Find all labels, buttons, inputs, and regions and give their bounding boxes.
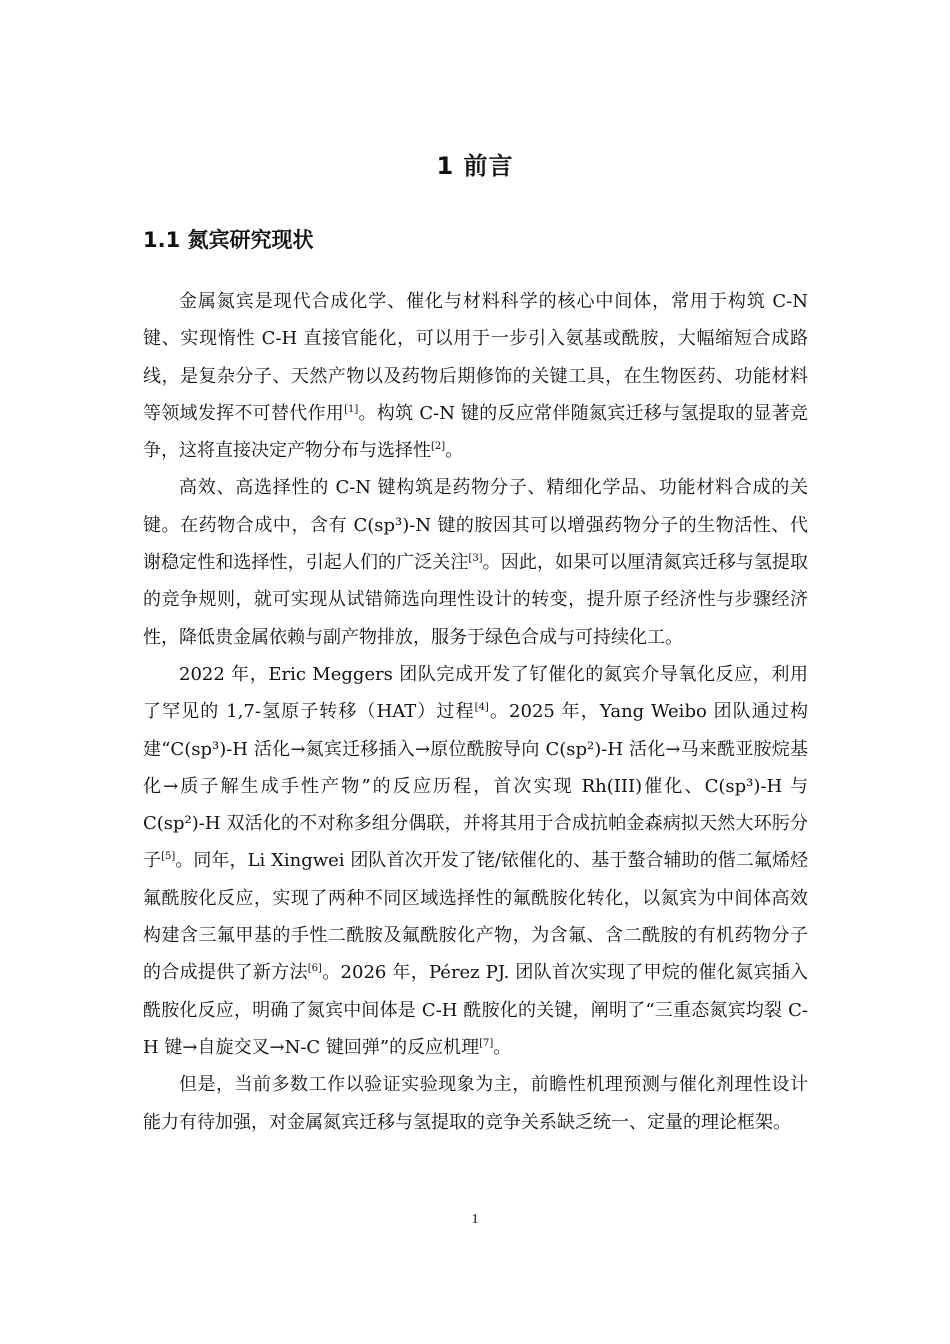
text-run: 。 [493,1036,512,1058]
chapter-title: 1 前言 [436,152,514,180]
citation-marker: [1] [344,403,359,415]
citation-marker: [7] [479,1037,494,1049]
body-text [143,283,808,1141]
text-run: 但是，当前多数工作以验证实验现象为主，前瞻性机理预测与催化剂理性设计能力有待加强，对金属氮宾迁移与氢提取的竞争关系缺乏统一、定量的理论框架。 [143,1074,808,1133]
body-paragraph [143,1066,808,1141]
citation-marker: [5] [161,851,176,863]
citation-marker: [2] [431,441,446,453]
text-run: 。同年，Li Xingwei 团队首次开发了铑/铱催化的、基于螯合辅助的偕二氟烯烃氟酰胺化反应，实现了两种不同区域选择性的氟酰胺化转化，以氮宾为中间体高效构建含三氟甲基的手性二酰胺及氟酰胺化产物，为含氟、含二酰胺的有机药物分子的合成提供了新方法 [143,850,809,984]
text-run: 。构筑 C-N 键的反应常伴随氮宾迁移与氢提取的显著竞争，这将直接决定产物分布与选择性 [143,402,809,462]
text-run: 金属氮宾是现代合成化学、催化与材料科学的核心中间体，常用于构筑 C-N 键、实现惰性 C-H 直接官能化，可以用于一步引入氨基或酰胺，大幅缩短合成路线，是复杂分子、天然产物以及药物后期修饰的关键工具，在生物医药、功能材料等领域发挥不可替代作用 [143,291,808,424]
page-number: 1 [471,1212,479,1227]
body-paragraph [143,656,808,1066]
text-run: 。2025 年，Yang Weibo 团队通过构建“C(sp³)-H 活化→氮宾迁移插入→原位酰胺导向 C(sp²)-H 活化→马来酰亚胺烷基化→质子解生成手性产物”的反应历程，首次实现 Rh(III)催化、C(sp³)-H 与 C(sp²)-H 双活化的不对称多组分偶联，并将其用于合成抗帕金森病拟天然大环肟分子 [143,701,808,872]
citation-marker: [4] [474,702,489,714]
text-run: 。因此，如果可以厘清氮宾迁移与氢提取的竞争规则，就可实现从试错筛选向理性设计的转变，提升原子经济性与步骤经济性，降低贵金属依赖与副产物排放，服务于绿色合成与可持续化工。 [143,552,809,648]
citation-marker: [3] [468,553,483,565]
citation-marker: [6] [307,963,322,975]
body-paragraph [143,283,808,469]
body-paragraph [143,469,808,655]
text-run: 。 [445,440,464,462]
text-run: 。2026 年，Pérez PJ. 团队首次实现了甲烷的催化氮宾插入酰胺化反应，明确了氮宾中间体是 C-H 酰胺化的关键，阐明了“三重态氮宾均裂 C-H 键→自旋交叉→N-C 键回弹”的反应机理 [143,962,808,1058]
text-run: 高效、高选择性的 C-N 键构筑是药物分子、精细化学品、功能材料合成的关键。在药物合成中，含有 C(sp³)-N 键的胺因其可以增强药物分子的生物活性、代谢稳定性和选择性，引起人们的广泛关注 [143,477,808,574]
text-run: 2022 年，Eric Meggers 团队完成开发了钌催化的氮宾介导氧化反应，利用了罕见的 1,7-氢原子转移（HAT）过程 [143,663,808,723]
section-title: 1.1 氮宾研究现状 [143,228,314,252]
